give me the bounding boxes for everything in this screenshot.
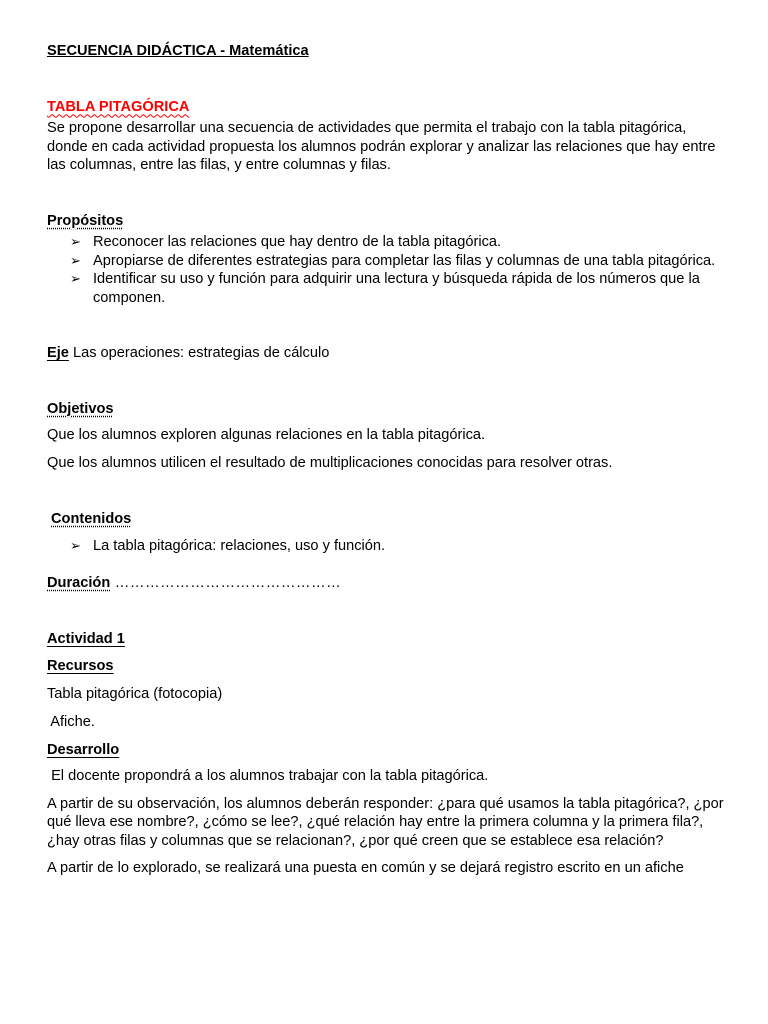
- list-item: ➢ La tabla pitagórica: relaciones, uso y función.: [70, 537, 386, 554]
- arrow-bullet-icon: ➢: [70, 234, 81, 249]
- arrow-bullet-icon: ➢: [70, 252, 81, 268]
- list-item: ➢ Reconocer las relaciones que hay dentro de la tabla pitagórica.: [70, 234, 502, 250]
- actividad-heading: Actividad 1: [47, 630, 125, 647]
- document-page: [47, 42, 727, 878]
- propositos-list: [47, 233, 727, 307]
- propositos-heading: Propósitos: [47, 212, 124, 229]
- contenidos-list: [47, 537, 727, 556]
- arrow-bullet-icon: ➢: [70, 537, 81, 553]
- eje-text: Las operaciones: estrategias de cálculo: [68, 345, 330, 361]
- contenidos-heading: Contenidos: [51, 511, 132, 527]
- section-title-tabla: TABLA PITAGÓRICA: [47, 98, 190, 115]
- list-item: ➢ Apropiarse de diferentes estrategias para completar las filas y columnas de una tabla pitagórica.: [70, 252, 716, 269]
- list-item: ➢ Identificar su uso y función para adquirir una lectura y búsqueda rápida de los números que la componen.: [70, 271, 700, 306]
- document-title: SECUENCIA DIDÁCTICA - Matemática: [47, 43, 309, 59]
- eje-line: [47, 344, 727, 363]
- duracion-dots: ………………………………………: [110, 575, 342, 591]
- recurso-item: Tabla pitagórica (fotocopia): [47, 685, 223, 702]
- objetivos-heading: Objetivos: [47, 400, 114, 417]
- eje-heading: Eje: [47, 345, 69, 361]
- desarrollo-paragraph: A partir de su observación, los alumnos deberán responder: ¿para qué usamos la tabla pitagórica?, ¿por qué lleva ese nombre?, ¿cómo se lee?, ¿qué relación hay entre la primera columna y la primera fila?, ¿hay otras filas y columnas que se relacionan?, ¿por qué creen que se establece esa relación?: [47, 795, 724, 849]
- objetivo-item: Que los alumnos utilicen el resultado de multiplicaciones conocidas para resolver otras.: [47, 454, 613, 471]
- desarrollo-paragraph: El docente propondrá a los alumnos trabajar con la tabla pitagórica.: [47, 768, 489, 784]
- duracion-heading: Duración: [47, 575, 111, 591]
- intro-paragraph: Se propone desarrollar una secuencia de actividades que permita el trabajo con la tabla pitagórica, donde en cada actividad propuesta los alumnos podrán explorar y analizar las relaciones que hay entre las columnas, entre las filas, y entre columnas y filas.: [47, 120, 716, 173]
- arrow-bullet-icon: ➢: [70, 271, 81, 286]
- recursos-heading: Recursos: [47, 658, 114, 674]
- desarrollo-heading: Desarrollo: [47, 741, 120, 758]
- objetivo-item: Que los alumnos exploren algunas relaciones en la tabla pitagórica.: [47, 427, 486, 443]
- recurso-item: Afiche.: [47, 714, 95, 730]
- duracion-line: [47, 574, 727, 593]
- desarrollo-paragraph: A partir de lo explorado, se realizará una puesta en común y se dejará registro escrito en un afiche: [47, 860, 684, 876]
